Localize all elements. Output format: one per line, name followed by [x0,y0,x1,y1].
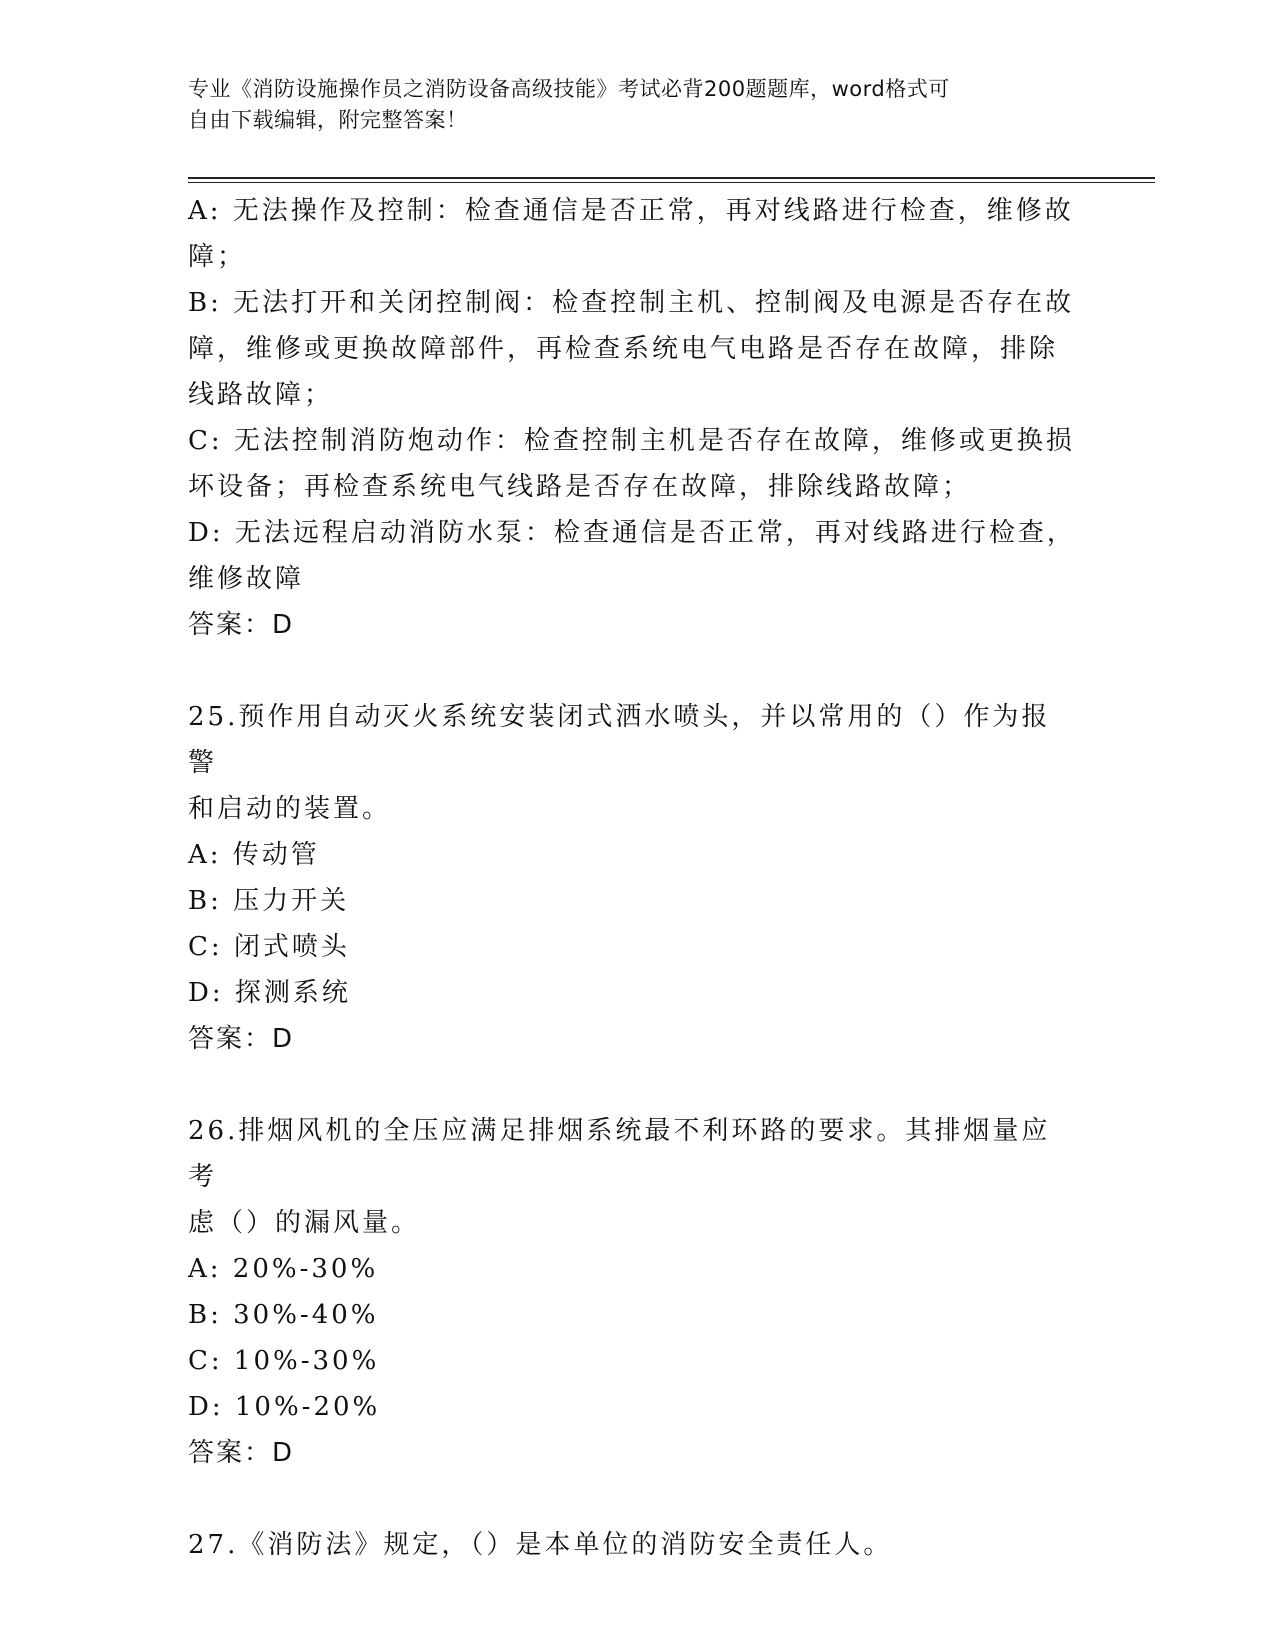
question-content [188,188,1078,1568]
document-header [188,74,1068,136]
option-b: B: 30%-40% [188,1300,379,1330]
header-rule-thick [188,177,1155,179]
question-27 [188,1522,1078,1568]
spacer [188,1062,1078,1108]
option-line: A: 无法操作及控制：检查通信是否正常，再对线路进行检查，维修故 [188,196,1074,226]
question-stem: 27.《消防法》规定，（）是本单位的消防安全责任人。 [188,1530,893,1560]
option-d: D: 10%-20% [188,1392,381,1422]
answer-line: 答案：D [188,610,295,640]
option-line: B: 无法打开和关闭控制阀：检查控制主机、控制阀及电源是否存在故 [188,288,1075,318]
option-line: D: 无法远程启动消防水泵：检查通信是否正常，再对线路进行检查， [188,518,1076,548]
header-line: 自由下载编辑，附完整答案！ [188,108,468,132]
answer-line: 答案：D [188,1438,295,1468]
question-25 [188,694,1078,1062]
option-line: 障； [188,242,247,272]
option-c: C: 10%-30% [188,1346,380,1376]
option-a: A: 传动管 [188,840,320,870]
option-c: C: 闭式喷头 [188,932,350,962]
option-line: C: 无法控制消防炮动作：检查控制主机是否存在故障，维修或更换损 [188,426,1075,456]
option-line: 维修故障 [188,564,305,594]
question-stem: 虑（）的漏风量。 [188,1208,421,1238]
question-26 [188,1108,1078,1476]
header-line: 专业《消防设施操作员之消防设备高级技能》考试必背200题题库，word格式可 [188,77,950,101]
option-line: 线路故障； [188,380,334,410]
spacer [188,1476,1078,1522]
option-d: D: 探测系统 [188,978,351,1008]
prev-question-block [188,188,1078,648]
option-b: B: 压力开关 [188,886,350,916]
answer-line: 答案：D [188,1024,295,1054]
question-stem: 26.排烟风机的全压应满足排烟系统最不利环路的要求。其排烟量应考 [188,1116,1051,1192]
question-stem: 和启动的装置。 [188,794,392,824]
option-a: A: 20%-30% [188,1254,379,1284]
option-line: 坏设备；再检查系统电气线路是否存在故障，排除线路故障； [188,472,972,502]
spacer [188,648,1078,694]
question-stem: 25.预作用自动灭火系统安装闭式洒水喷头，并以常用的（）作为报警 [188,702,1051,778]
option-line: 障，维修或更换故障部件，再检查系统电气电路是否存在故障，排除 [188,334,1059,364]
header-rule-thin [188,182,1155,183]
